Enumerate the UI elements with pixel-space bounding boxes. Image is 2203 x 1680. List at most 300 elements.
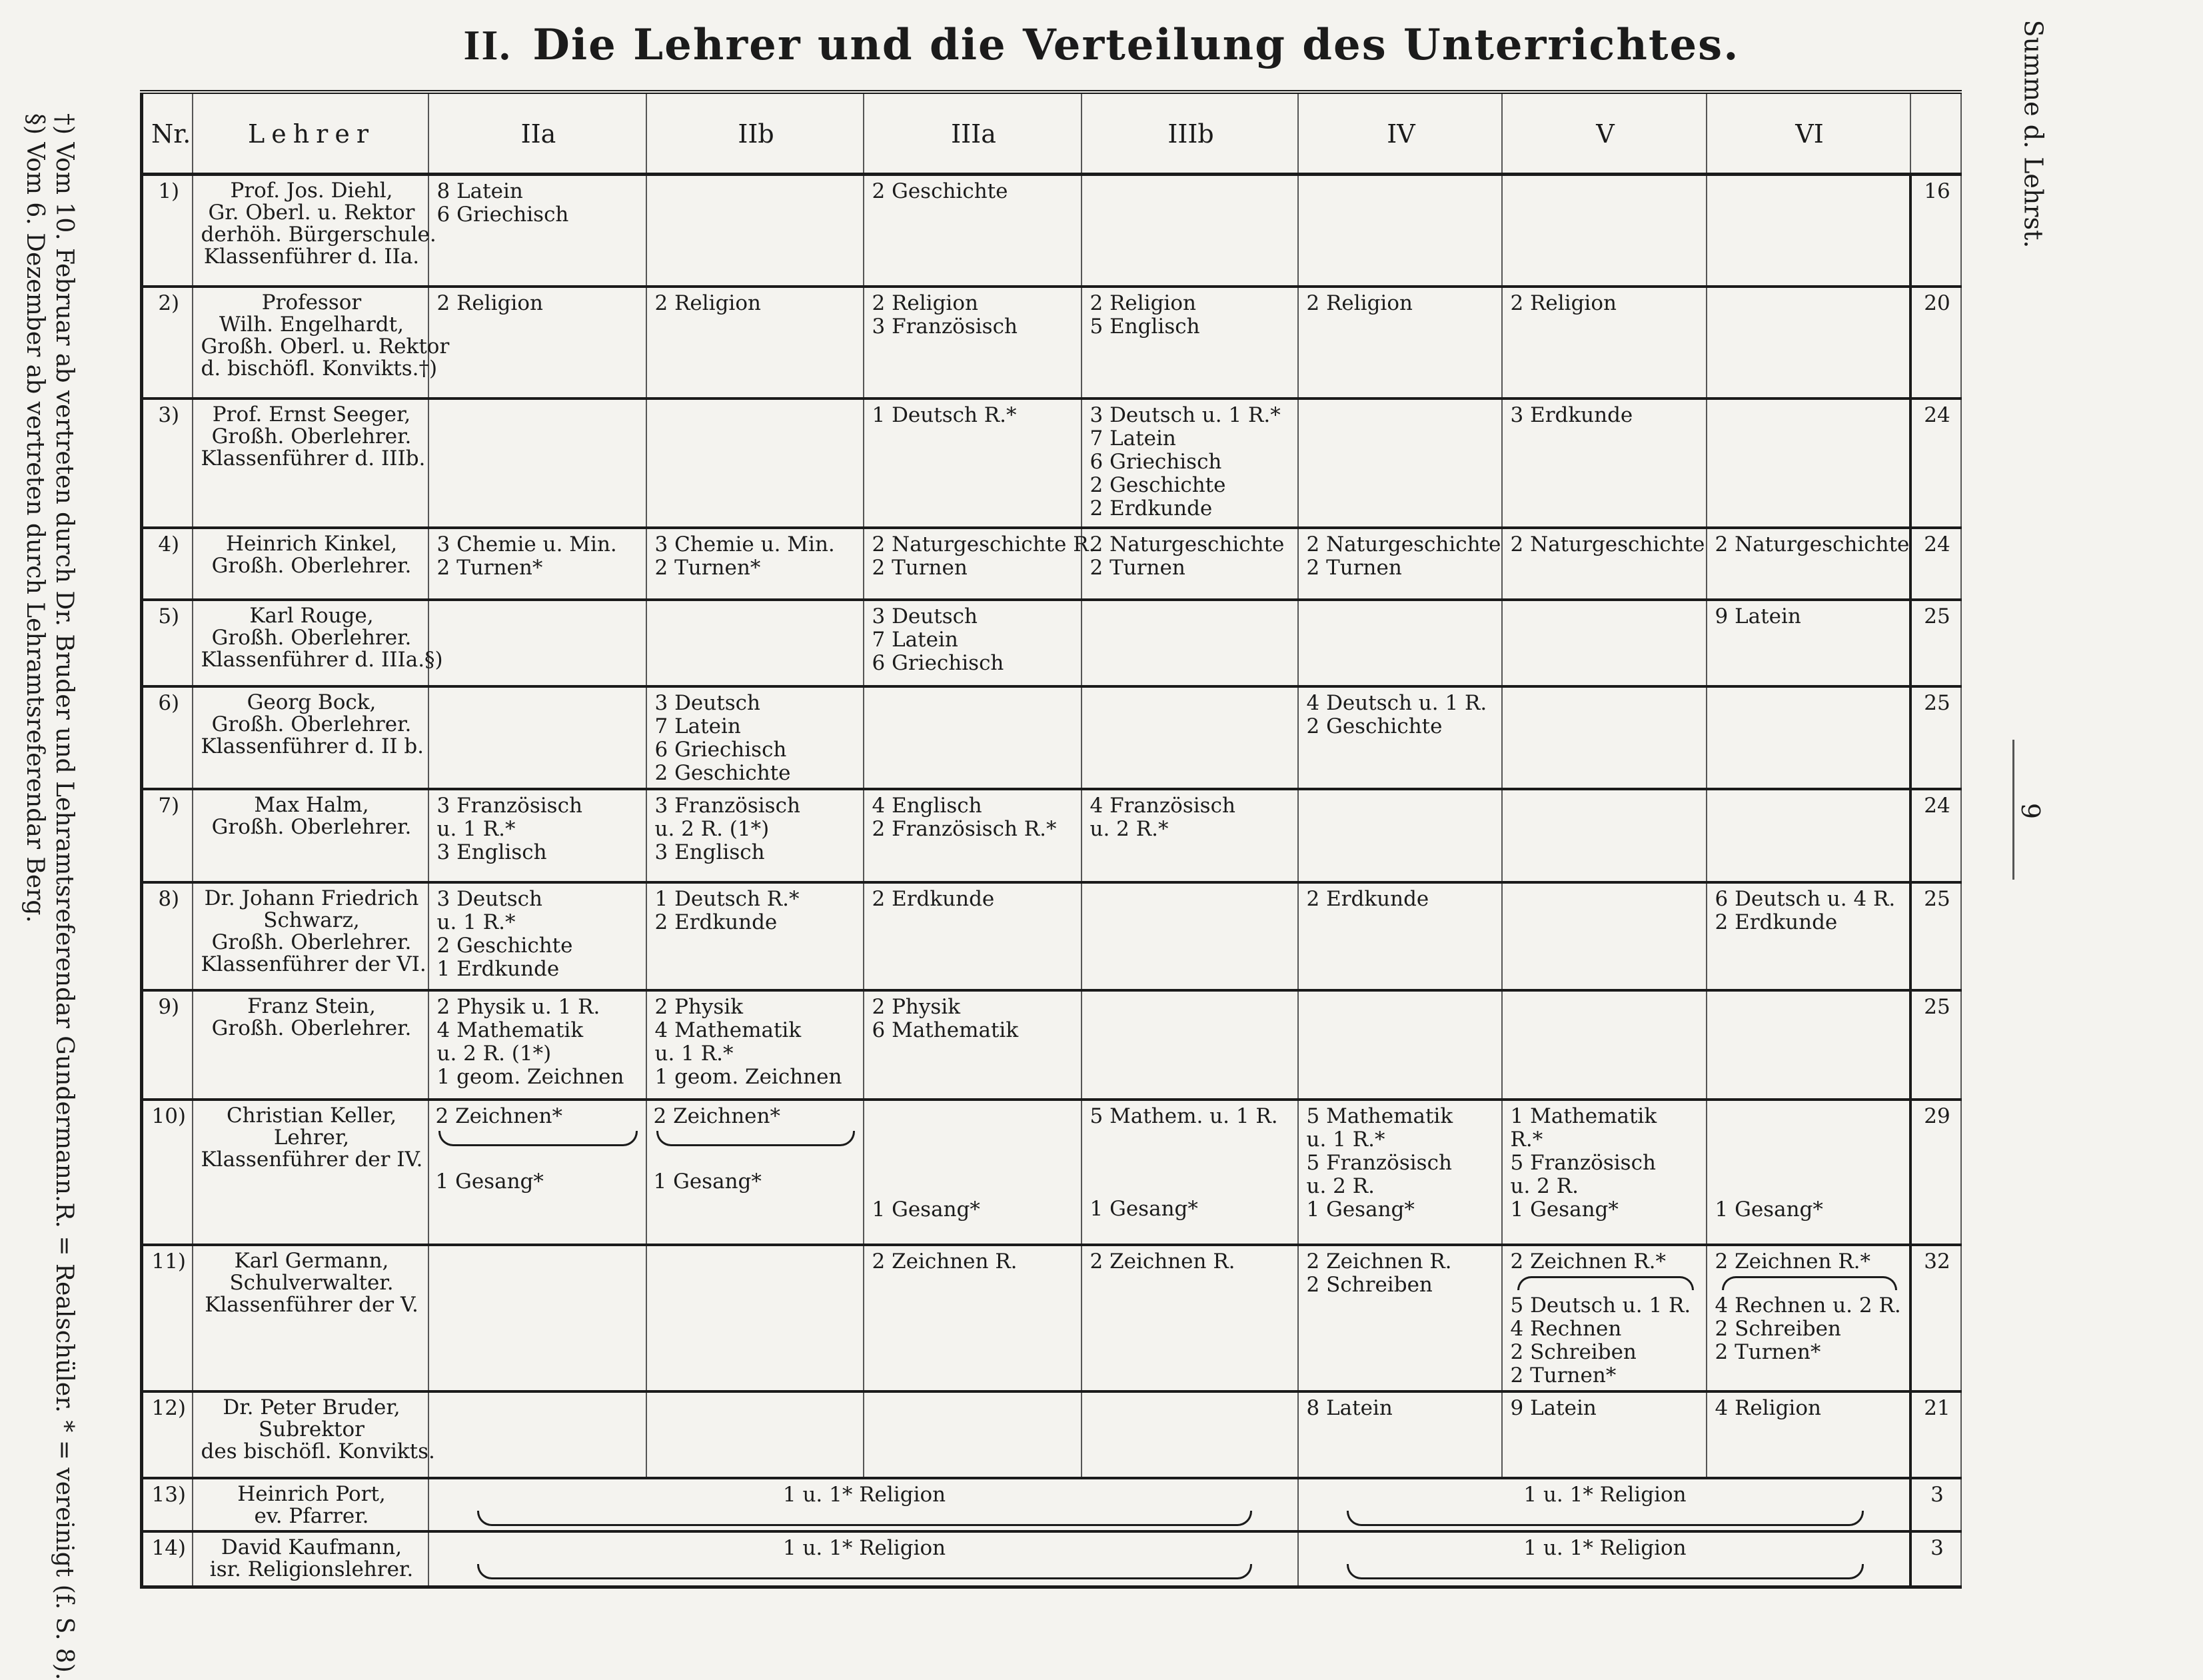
page-number: 9: [2016, 802, 2046, 820]
assignment-line: 2 Turnen*: [436, 555, 543, 580]
teacher-line: Dr. Johann Friedrich: [204, 886, 419, 910]
assignment-line: 5 Deutsch u. 1 R.: [1510, 1293, 1691, 1317]
teacher-cell: [193, 1245, 428, 1391]
header-class-iiia: IIIa: [864, 92, 1082, 175]
assignment-cell-v: [1502, 600, 1707, 686]
header-nr: Nr.: [142, 92, 193, 175]
assignment-cell-iia: [428, 399, 646, 528]
assignment-line: 6 Griechisch: [436, 203, 569, 227]
assignment-line: 7 Latein: [1090, 426, 1176, 450]
teacher-cell: [193, 1478, 428, 1531]
teacher-cell: [193, 1531, 428, 1587]
teacher-line: d. bischöfl. Konvikts.†): [201, 356, 438, 381]
merged-assignment-cell: [428, 1478, 1298, 1531]
teacher-cell: [193, 600, 443, 686]
teacher-line: Christian Keller,: [226, 1103, 397, 1128]
assignment-line: 2 Geschichte: [872, 179, 1008, 203]
assignment-line: 4 Rechnen: [1510, 1316, 1622, 1341]
row-sum: 25: [1910, 686, 1961, 789]
assignment-cell-v: [1502, 882, 1707, 990]
teacher-line: Großh. Oberlehrer.: [211, 814, 412, 839]
table-row: [142, 1100, 1961, 1245]
assignment-cell-iiib: [1082, 1391, 1298, 1478]
row-number: 2): [142, 287, 193, 399]
assignment-line: 2 Geschichte: [1306, 714, 1443, 738]
assignment-line: 3 Deutsch u. 1 R.*: [1090, 403, 1281, 427]
assignment-line: 2 Erdkunde: [1090, 496, 1213, 520]
assignment-line-gesang: 1 Gesang*: [1306, 1197, 1415, 1222]
assignment-cell-iiia: [864, 789, 1082, 882]
assignment-line: 1 geom. Zeichnen: [436, 1064, 624, 1089]
assignment-cell-iia: [428, 686, 646, 789]
assignment-cell-vi: [1707, 175, 1910, 287]
assignment-line: 4 Mathematik: [436, 1018, 584, 1042]
table-row: [142, 1391, 1961, 1478]
assignment-cell-iib: [646, 789, 864, 882]
teacher-line: Karl Germann,: [234, 1248, 389, 1273]
row-number: 6): [142, 686, 193, 789]
row-number: 13): [142, 1478, 193, 1531]
teacher-line: Schwarz,: [263, 908, 360, 932]
assignment-line: 6 Griechisch: [1090, 449, 1222, 474]
teacher-cell: [193, 399, 428, 528]
assignment-line-gesang: 1 Gesang*: [1090, 1196, 1198, 1221]
teacher-line: Prof. Ernst Seeger,: [212, 402, 411, 426]
teacher-cell: [193, 882, 428, 990]
assignment-cell-vi: [1707, 990, 1910, 1100]
merged-assignment-text: 1 u. 1* Religion: [1523, 1535, 1687, 1560]
assignment-line: 2 Naturgeschichte: [1090, 532, 1285, 556]
assignment-line: 7 Latein: [872, 627, 958, 652]
footnote-section: §) Vom 6. Dezember ab vertreten durch Lehramtsreferendar Berg.: [21, 113, 49, 923]
header-class-iv: IV: [1298, 92, 1502, 175]
assignment-line: 2 Physik: [654, 994, 744, 1019]
assignment-line: 4 Englisch: [872, 793, 982, 818]
assignment-cell-iv: [1298, 1100, 1502, 1245]
assignment-cell-iiib: [1082, 287, 1298, 399]
table-row: [142, 600, 1961, 686]
assignment-cell-iib: [646, 1245, 864, 1391]
grouping-brace: [477, 1564, 1252, 1579]
assignment-line-gesang: 1 Gesang*: [435, 1169, 544, 1194]
assignment-cell-iiia: [864, 287, 1082, 399]
assignment-cell-iiia: [864, 686, 1082, 789]
row-sum: 21: [1910, 1391, 1961, 1478]
assignment-cell-iia: [428, 1391, 646, 1478]
assignment-line: 2 Schreiben: [1306, 1272, 1433, 1297]
row-sum: 24: [1910, 789, 1961, 882]
side-footnotes: [20, 113, 79, 1680]
grouping-brace: [477, 1511, 1252, 1526]
assignment-line-gesang: 1 Gesang*: [872, 1197, 980, 1222]
row-number: 11): [142, 1245, 193, 1391]
assignment-line: 7 Latein: [654, 714, 741, 738]
assignment-cell-iv: [1298, 686, 1502, 789]
grouping-brace: [656, 1131, 855, 1146]
assignment-cell-iiib: [1082, 528, 1298, 600]
assignment-cell-v: [1502, 1245, 1707, 1391]
assignment-cell-iiia: [864, 600, 1082, 686]
assignment-cell-iiib: [1082, 1100, 1298, 1245]
assignment-line: 2 Zeichnen R.*: [1510, 1249, 1667, 1273]
assignment-cell-iia: [428, 882, 646, 990]
assignment-line-gesang: 1 Gesang*: [1715, 1197, 1823, 1222]
table-row: [142, 882, 1961, 990]
assignment-line: 2 Religion: [436, 291, 543, 315]
teacher-line: Großh. Oberlehrer.: [211, 553, 412, 578]
assignment-cell-iia: [428, 1245, 646, 1391]
assignment-line: u. 2 R.: [1306, 1174, 1375, 1198]
assignment-cell-iiib: [1082, 686, 1298, 789]
row-sum: 3: [1910, 1531, 1961, 1587]
assignment-line: 2 Schreiben: [1510, 1339, 1637, 1364]
assignment-cell-iv: [1298, 882, 1502, 990]
grouping-brace: [438, 1131, 638, 1146]
assignment-line: 2 Zeichnen R.: [1306, 1249, 1452, 1273]
page-title: [0, 20, 2203, 70]
assignment-cell-iia: [428, 789, 646, 882]
teacher-line: Klassenführer der IV.: [201, 1147, 423, 1172]
assignment-line: 2 Erdkunde: [1715, 910, 1838, 934]
assignment-cell-iv: [1298, 528, 1502, 600]
teacher-line: Lehrer,: [273, 1125, 350, 1150]
row-sum: 24: [1910, 399, 1961, 528]
page-number-rule: [2012, 740, 2014, 880]
assignment-line: 4 Deutsch u. 1 R.: [1306, 690, 1487, 715]
assignment-line: 2 Zeichnen R.: [1090, 1249, 1235, 1273]
assignment-cell-iib: [646, 686, 864, 789]
row-sum: 25: [1910, 882, 1961, 990]
assignment-line: 9 Latein: [1510, 1395, 1597, 1420]
teacher-line: Großh. Oberlehrer.: [211, 930, 412, 954]
assignment-cell-iia: [428, 287, 646, 399]
assignment-line: 1 Erdkunde: [436, 956, 560, 981]
row-sum: 29: [1910, 1100, 1961, 1245]
row-sum: 16: [1910, 175, 1961, 287]
assignment-line: 2 Naturgeschichte: [1306, 532, 1501, 556]
assignment-line: 2 Schreiben: [1715, 1316, 1841, 1341]
assignment-cell-iv: [1298, 1391, 1502, 1478]
assignment-line: 2 Religion: [1510, 291, 1617, 315]
teacher-line: Großh. Oberlehrer.: [211, 625, 412, 650]
assignment-cell-iiia: [864, 175, 1082, 287]
assignment-line: 1 geom. Zeichnen: [654, 1064, 842, 1089]
teacher-line: Karl Rouge,: [249, 603, 374, 628]
assignment-line: u. 1 R.*: [436, 816, 516, 841]
assignment-line: 2 Turnen*: [1510, 1363, 1617, 1387]
merged-assignment-cell: [428, 1531, 1298, 1587]
assignment-cell-iv: [1298, 789, 1502, 882]
table-body: [142, 175, 1961, 1587]
teacher-cell: [193, 686, 428, 789]
assignment-cell-iiib: [1082, 1245, 1298, 1391]
assignment-line: u. 2 R. (1*): [654, 816, 770, 841]
assignment-line: R.*: [1510, 1127, 1543, 1152]
assignment-cell-iiib: [1082, 600, 1298, 686]
assignment-line: u. 2 R.*: [1090, 816, 1169, 841]
teacher-line: Klassenführer d. IIIb.: [201, 446, 426, 470]
assignment-cell-iia: [428, 528, 646, 600]
header-class-v: V: [1502, 92, 1707, 175]
header-class-iiib: IIIb: [1082, 92, 1298, 175]
header-lehrer: Lehrer: [193, 92, 428, 175]
assignment-line: 6 Mathematik: [872, 1018, 1019, 1042]
assignment-line: 2 Naturgeschichte: [1510, 532, 1705, 556]
teacher-line: Subrektor: [259, 1417, 365, 1441]
assignment-cell-iib: [646, 600, 864, 686]
assignment-line: 2 Religion: [654, 291, 761, 315]
teacher-line: Georg Bock,: [247, 690, 376, 714]
assignment-cell-vi: [1707, 1391, 1910, 1478]
assignment-cell-iia: [428, 175, 646, 287]
teacher-line: Professor: [261, 290, 362, 315]
assignment-cell-iiib: [1082, 990, 1298, 1100]
assignment-line: 3 Deutsch: [654, 690, 760, 715]
assignment-line: 1 Deutsch R.*: [872, 403, 1017, 427]
header-class-iia: IIa: [428, 92, 646, 175]
assignment-cell-v: [1502, 1391, 1707, 1478]
assignment-cell-iiib: [1082, 789, 1298, 882]
teacher-line: Klassenführer d. II b.: [201, 734, 424, 758]
assignment-line: 2 Erdkunde: [1306, 886, 1429, 911]
footnote-dagger: †) Vom 10. Februar ab vertreten durch Dr. Bruder und Lehramtsreferendar Gundermann.: [51, 113, 78, 1203]
assignment-cell-iib: [646, 528, 864, 600]
row-number: 1): [142, 175, 193, 287]
row-number: 5): [142, 600, 193, 686]
teacher-line: Großh. Oberlehrer.: [211, 1016, 412, 1040]
assignment-line: 2 Erdkunde: [654, 910, 778, 934]
assignment-line: 5 Französisch: [1510, 1150, 1656, 1175]
assignment-line: 2 Religion: [1306, 291, 1413, 315]
assignment-cell-v: [1502, 990, 1707, 1100]
assignment-line: 2 Religion: [1090, 291, 1196, 315]
assignment-line: 5 Mathem. u. 1 R.: [1090, 1104, 1278, 1128]
teacher-cell: [193, 990, 428, 1100]
row-number: 4): [142, 528, 193, 600]
assignment-line: 2 Erdkunde: [872, 886, 995, 911]
grouping-brace: [1347, 1511, 1864, 1526]
row-number: 14): [142, 1531, 193, 1587]
assignment-cell-iib: [646, 1391, 864, 1478]
teacher-line: Großh. Oberlehrer.: [211, 712, 412, 736]
table-row: [142, 1478, 1961, 1531]
title-text: Die Lehrer und die Verteilung des Unterrichtes.: [532, 20, 1740, 70]
assignment-line: 2 Naturgeschichte R.: [872, 532, 1096, 556]
assignment-line: 2 Physik u. 1 R.: [436, 994, 600, 1019]
table-row: [142, 789, 1961, 882]
assignment-cell-v: [1502, 528, 1707, 600]
assignment-cell-iiia: [864, 1245, 1082, 1391]
teacher-line: Franz Stein,: [247, 994, 376, 1018]
teacher-line: Heinrich Port,: [237, 1481, 386, 1506]
table-row: [142, 990, 1961, 1100]
assignment-cell-iib: [646, 287, 864, 399]
assignment-cell-iiib: [1082, 399, 1298, 528]
teacher-line: Gr. Oberl. u. Rektor: [208, 201, 415, 225]
table-row: [142, 399, 1961, 528]
assignment-line: 2 Zeichnen R.*: [1715, 1249, 1871, 1273]
assignment-cell-iib: [646, 990, 864, 1100]
row-sum: 20: [1910, 287, 1961, 399]
teacher-line: isr. Religionslehrer.: [209, 1557, 414, 1581]
assignment-line: 2 Turnen: [872, 555, 968, 580]
row-number: 3): [142, 399, 193, 528]
teacher-line: Großh. Oberlehrer.: [211, 424, 412, 448]
assignment-line: 2 Französisch R.*: [872, 816, 1057, 841]
teacher-line: Klassenführer d. IIa.: [203, 245, 420, 269]
assignment-line: 6 Deutsch u. 4 R.: [1715, 886, 1896, 911]
assignment-cell-iia: [428, 1100, 646, 1245]
row-sum: 25: [1910, 990, 1961, 1100]
table-row: [142, 175, 1961, 287]
teacher-cell: [193, 789, 428, 882]
assignment-line: 9 Latein: [1715, 604, 1801, 628]
assignment-line: 8 Latein: [436, 179, 523, 203]
assignment-cell-iv: [1298, 287, 1502, 399]
assignment-cell-iia: [428, 600, 646, 686]
grouping-brace: [1517, 1276, 1694, 1290]
assignment-cell-vi: [1707, 399, 1910, 528]
teacher-line: Dr. Peter Bruder,: [223, 1395, 400, 1419]
assignment-line: 2 Religion: [872, 291, 978, 315]
assignment-cell-iv: [1298, 175, 1502, 287]
assignment-cell-iiia: [864, 990, 1082, 1100]
assignment-line: 2 Zeichnen*: [653, 1104, 780, 1128]
assignment-line: 2 Turnen*: [1715, 1339, 1821, 1364]
assignment-cell-iiia: [864, 399, 1082, 528]
teacher-line: ev. Pfarrer.: [254, 1503, 369, 1528]
assignment-cell-v: [1502, 287, 1707, 399]
footnote-legend: R. = Realschüler. * = vereinigt (f. S. 8).: [51, 1202, 78, 1680]
assignment-line: u. 2 R.: [1510, 1174, 1579, 1198]
title-roman-numeral: II.: [463, 21, 512, 69]
teacher-line: David Kaufmann,: [221, 1535, 402, 1559]
assignment-cell-iib: [646, 175, 864, 287]
assignment-line: u. 1 R.*: [1306, 1127, 1385, 1152]
assignment-line: 4 Rechnen u. 2 R.: [1715, 1293, 1901, 1317]
merged-assignment-cell: [1298, 1531, 1910, 1587]
teacher-line: Großh. Oberl. u. Rektor: [201, 334, 450, 359]
assignment-line: u. 1 R.*: [654, 1041, 734, 1066]
teacher-cell: [193, 528, 428, 600]
assignment-cell-v: [1502, 399, 1707, 528]
teacher-line: Prof. Jos. Diehl,: [230, 179, 393, 203]
assignment-line: 8 Latein: [1306, 1395, 1393, 1420]
assignment-line: 3 Chemie u. Min.: [436, 532, 617, 556]
assignment-cell-vi: [1707, 1245, 1910, 1391]
assignment-line: 6 Griechisch: [872, 650, 1004, 675]
assignment-line: 4 Französisch: [1090, 793, 1235, 818]
assignment-line: 2 Turnen: [1306, 555, 1402, 580]
assignment-line: 5 Englisch: [1090, 314, 1200, 339]
teacher-line: Heinrich Kinkel,: [225, 531, 398, 556]
assignment-line: 2 Naturgeschichte: [1715, 532, 1910, 556]
header-sum: Summe d. Lehrst.: [1910, 92, 1961, 175]
assignment-cell-vi: [1707, 600, 1910, 686]
merged-assignment-text: 1 u. 1* Religion: [782, 1482, 946, 1507]
grouping-brace: [1722, 1276, 1897, 1290]
row-number: 7): [142, 789, 193, 882]
assignment-cell-iib: [646, 1100, 864, 1245]
merged-assignment-text: 1 u. 1* Religion: [1523, 1482, 1687, 1507]
assignment-line: 3 Chemie u. Min.: [654, 532, 835, 556]
assignment-line: 3 Französisch: [436, 793, 582, 818]
table-row: [142, 1245, 1961, 1391]
assignment-line: u. 1 R.*: [436, 910, 516, 934]
assignment-cell-iiia: [864, 1391, 1082, 1478]
assignment-line: 5 Französisch: [1306, 1150, 1452, 1175]
row-number: 8): [142, 882, 193, 990]
table-row: [142, 528, 1961, 600]
teacher-line: Max Halm,: [254, 792, 369, 817]
assignment-line-gesang: 1 Gesang*: [1510, 1197, 1619, 1222]
teacher-line: Klassenführer der V.: [205, 1292, 418, 1317]
row-number: 12): [142, 1391, 193, 1478]
assignment-cell-iia: [428, 990, 646, 1100]
assignment-line-gesang: 1 Gesang*: [653, 1169, 762, 1194]
assignment-cell-vi: [1707, 686, 1910, 789]
row-sum: 24: [1910, 528, 1961, 600]
row-number: 9): [142, 990, 193, 1100]
row-sum: 32: [1910, 1245, 1961, 1391]
assignment-cell-iv: [1298, 1245, 1502, 1391]
assignment-line: 3 Englisch: [436, 840, 547, 864]
assignment-line: 4 Mathematik: [654, 1018, 802, 1042]
teacher-line: Wilh. Engelhardt,: [219, 312, 404, 337]
assignment-line: 2 Turnen*: [654, 555, 761, 580]
teacher-line: Klassenführer d. IIIa.§): [201, 647, 443, 672]
header-class-vi: VI: [1707, 92, 1910, 175]
header-class-iib: IIb: [646, 92, 864, 175]
assignment-cell-vi: [1707, 528, 1910, 600]
assignment-line: 1 Mathematik: [1510, 1104, 1657, 1128]
assignment-line: 2 Geschichte: [654, 760, 791, 785]
assignment-cell-iv: [1298, 600, 1502, 686]
assignment-line: 6 Griechisch: [654, 737, 787, 762]
assignment-cell-vi: [1707, 287, 1910, 399]
assignment-cell-vi: [1707, 1100, 1910, 1245]
teacher-line: Schulverwalter.: [229, 1270, 394, 1295]
teacher-line: des bischöfl. Konvikts.: [201, 1439, 435, 1463]
assignment-cell-v: [1502, 1100, 1707, 1245]
grouping-brace: [1347, 1564, 1864, 1579]
teacher-cell: [193, 175, 436, 287]
assignment-cell-v: [1502, 789, 1707, 882]
assignment-line: 5 Mathematik: [1306, 1104, 1453, 1128]
assignment-line: 3 Deutsch: [872, 604, 978, 628]
teacher-line: derhöh. Bürgerschule.: [201, 223, 436, 247]
table-row: [142, 287, 1961, 399]
merged-assignment-text: 1 u. 1* Religion: [782, 1535, 946, 1560]
assignment-line: 3 Deutsch: [436, 886, 542, 911]
assignment-line: 2 Turnen: [1090, 555, 1185, 580]
assignment-line: 2 Physik: [872, 994, 961, 1019]
table-row: [142, 686, 1961, 789]
assignment-cell-vi: [1707, 789, 1910, 882]
table-row: [142, 1531, 1961, 1587]
assignment-cell-iib: [646, 399, 864, 528]
assignment-line: 3 Englisch: [654, 840, 765, 864]
assignment-cell-iiia: [864, 528, 1096, 600]
assignment-line: 3 Erdkunde: [1510, 403, 1633, 427]
table-header-row: [142, 92, 1961, 175]
assignment-cell-iiib: [1082, 882, 1298, 990]
row-number: 10): [142, 1100, 193, 1245]
teacher-cell: [193, 287, 450, 399]
merged-assignment-cell: [1298, 1478, 1910, 1531]
assignment-line: 2 Zeichnen R.: [872, 1249, 1018, 1273]
row-sum: 25: [1910, 600, 1961, 686]
